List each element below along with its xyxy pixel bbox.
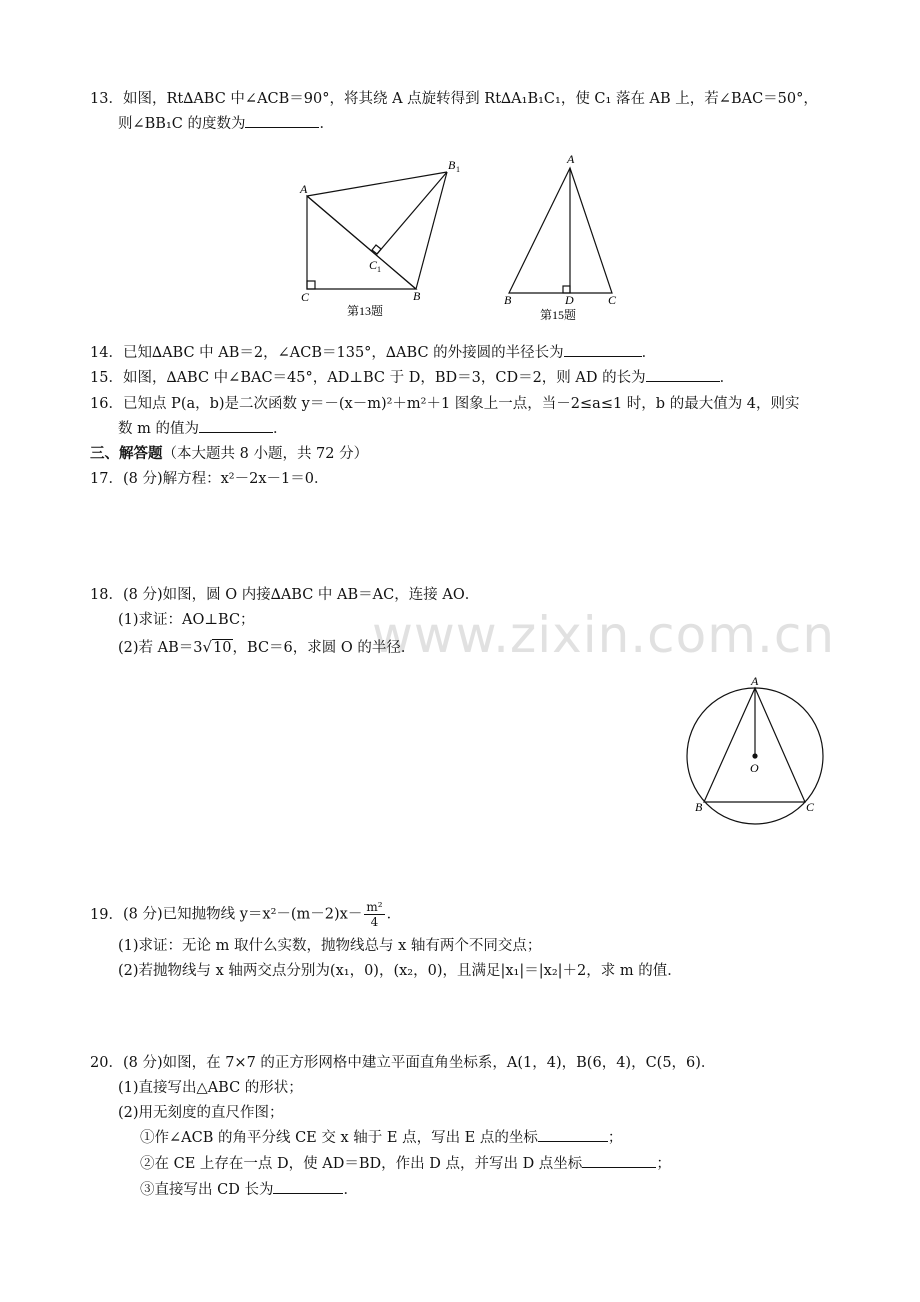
q17-text: (8 分)解方程：x²－2x－1＝0． (122, 471, 329, 487)
q13-end: ． (319, 116, 334, 132)
fig13-label-b1: B (448, 158, 456, 172)
q19-line1 (90, 900, 401, 929)
fig18-label-b: B (695, 800, 703, 814)
q18-text2: (1)求证：AO⊥BC； (118, 612, 255, 628)
fig15-label-b: B (504, 293, 512, 307)
figure-15 (496, 150, 626, 325)
fraction-denominator: 4 (370, 915, 379, 929)
fig15-right-angle-d (563, 286, 570, 293)
section3-title: 三、解答题 (90, 445, 163, 462)
q19-text1a: (8 分)已知抛物线 y＝x²－(m－2)x－ (122, 906, 363, 923)
q16-text1: 已知点 P(a，b)是二次函数 y＝－(x－m)²＋m²＋1 图象上一点，当－2≤a≤1 时，b 的最大值为 4，则实 (122, 396, 800, 412)
q15-number: 15． (90, 370, 123, 386)
q18-text3b: ，BC＝6，求圆 O 的半径． (232, 640, 416, 656)
section3-note: （本大题共 8 小题，共 72 分） (162, 446, 369, 462)
fraction (364, 900, 384, 929)
q16-number: 16． (90, 396, 123, 412)
q19-text2: (1)求证：无论 m 取什么实数，抛物线总与 x 轴有两个不同交点； (118, 938, 542, 954)
fig13-label-c1-sub: 1 (377, 265, 381, 274)
q20-line2 (118, 1077, 303, 1099)
q20-text6: ③直接写出 CD 长为 (140, 1182, 274, 1198)
q19-text1b: ． (386, 906, 402, 923)
fig18-label-o: O (750, 761, 759, 775)
q17-number: 17． (90, 471, 123, 487)
q14-end: ． (641, 345, 657, 361)
q18-number: 18． (90, 587, 123, 603)
q20-e-answer-blank[interactable] (538, 1127, 608, 1142)
q18-line1 (90, 584, 479, 606)
fig13-label-b1-sub: 1 (456, 165, 460, 174)
watermark: www.zixin.com.cn (372, 606, 836, 664)
q20-line4 (140, 1127, 622, 1149)
q16-text2: 数 m 的值为 (118, 421, 199, 437)
q13-number: 13． (90, 91, 123, 107)
q20-text3: (2)用无刻度的直尺作图； (118, 1105, 284, 1121)
q15-line (90, 367, 734, 389)
q18-text3a: (2)若 AB＝3 (118, 640, 203, 656)
fig15-label-c: C (608, 293, 617, 307)
sqrt-argument: 10 (213, 640, 232, 656)
q20-text5-end: ； (656, 1156, 671, 1172)
q20-line5 (140, 1153, 671, 1175)
fig15-label-a: A (567, 152, 575, 166)
fig15-caption: 第15题 (540, 308, 577, 322)
q20-text6-end: ． (343, 1182, 358, 1198)
q20-cd-answer-blank[interactable] (273, 1179, 343, 1194)
q16-line1 (90, 393, 800, 415)
sqrt-symbol: √ (202, 638, 213, 656)
q14-answer-blank[interactable] (564, 342, 642, 357)
q20-d-answer-blank[interactable] (582, 1153, 656, 1168)
q16-end: ． (272, 421, 288, 437)
q19-text3: (2)若抛物线与 x 轴两交点分别为(x₁，0)，(x₂，0)，且满足|x₁|＝|x₂|＋2，求 m 的值． (118, 963, 682, 979)
q18-text1: (8 分)如图，圆 O 内接∆ABC 中 AB＝AC，连接 AO． (122, 587, 480, 603)
q20-text5: ②在 CE 上存在一点 D，使 AD＝BD，作出 D 点，并写出 D 点坐标 (140, 1156, 583, 1172)
fig13-segment-ab1 (307, 172, 447, 196)
q14-text: 已知∆ABC 中 AB＝2，∠ACB＝135°，∆ABC 的外接圆的半径长为 (122, 345, 564, 361)
fig13-hypotenuse-ab (307, 196, 416, 289)
q13-line2 (118, 113, 334, 135)
q18-line2 (118, 609, 255, 631)
q20-text4-end: ； (607, 1130, 623, 1146)
q19-line2 (118, 935, 541, 957)
q19-number: 19． (90, 906, 123, 923)
q16-answer-blank[interactable] (199, 418, 273, 433)
q20-text4: ①作∠ACB 的角平分线 CE 交 x 轴于 E 点，写出 E 点的坐标 (140, 1130, 538, 1146)
q20-line6 (140, 1179, 358, 1201)
q18-line3 (118, 636, 415, 659)
q15-text: 如图，∆ABC 中∠BAC＝45°，AD⊥BC 于 D，BD＝3，CD＝2，则 AD 的长为 (122, 370, 646, 386)
q20-text1: (8 分)如图，在 7×7 的正方形网格中建立平面直角坐标系，A(1，4)，B(6，4)，C(5，6)． (122, 1055, 716, 1071)
q17-line (90, 468, 328, 490)
figure-13 (290, 150, 490, 325)
q19-line3 (118, 960, 682, 982)
fig13-right-angle-c (307, 281, 315, 289)
figure-18 (680, 672, 830, 832)
q13-line1 (90, 88, 818, 110)
fig13-label-c: C (301, 290, 310, 304)
fig15-label-d: D (565, 293, 574, 307)
q14-line (90, 342, 656, 364)
section3-heading (90, 443, 368, 465)
q20-line1 (90, 1052, 715, 1074)
fig13-caption: 第13题 (347, 304, 384, 318)
q13-answer-blank[interactable] (245, 113, 319, 128)
fraction-numerator: m² (366, 900, 383, 914)
q20-line3 (118, 1102, 284, 1124)
fig13-label-c1: C (369, 258, 378, 272)
q15-answer-blank[interactable] (646, 367, 720, 382)
q15-end: ． (719, 370, 735, 386)
fig18-center-point (752, 753, 757, 758)
fig18-label-a: A (751, 674, 759, 688)
q16-line2 (118, 418, 287, 440)
fig18-label-c: C (806, 800, 815, 814)
q13-text2: 则∠BB₁C 的度数为 (118, 116, 246, 132)
q13-text1: 如图，Rt∆ABC 中∠ACB＝90°，将其绕 A 点旋转得到 Rt∆A₁B₁C₁，使 C₁ 落在 AB 上，若∠BAC＝50°， (122, 91, 818, 107)
fig13-label-b: B (413, 289, 421, 303)
q14-number: 14． (90, 345, 123, 361)
fig13-label-a: A (300, 182, 308, 196)
q20-number: 20． (90, 1055, 123, 1071)
fig15-triangle-abc (509, 168, 612, 293)
q20-text2: (1)直接写出△ABC 的形状； (118, 1080, 303, 1096)
